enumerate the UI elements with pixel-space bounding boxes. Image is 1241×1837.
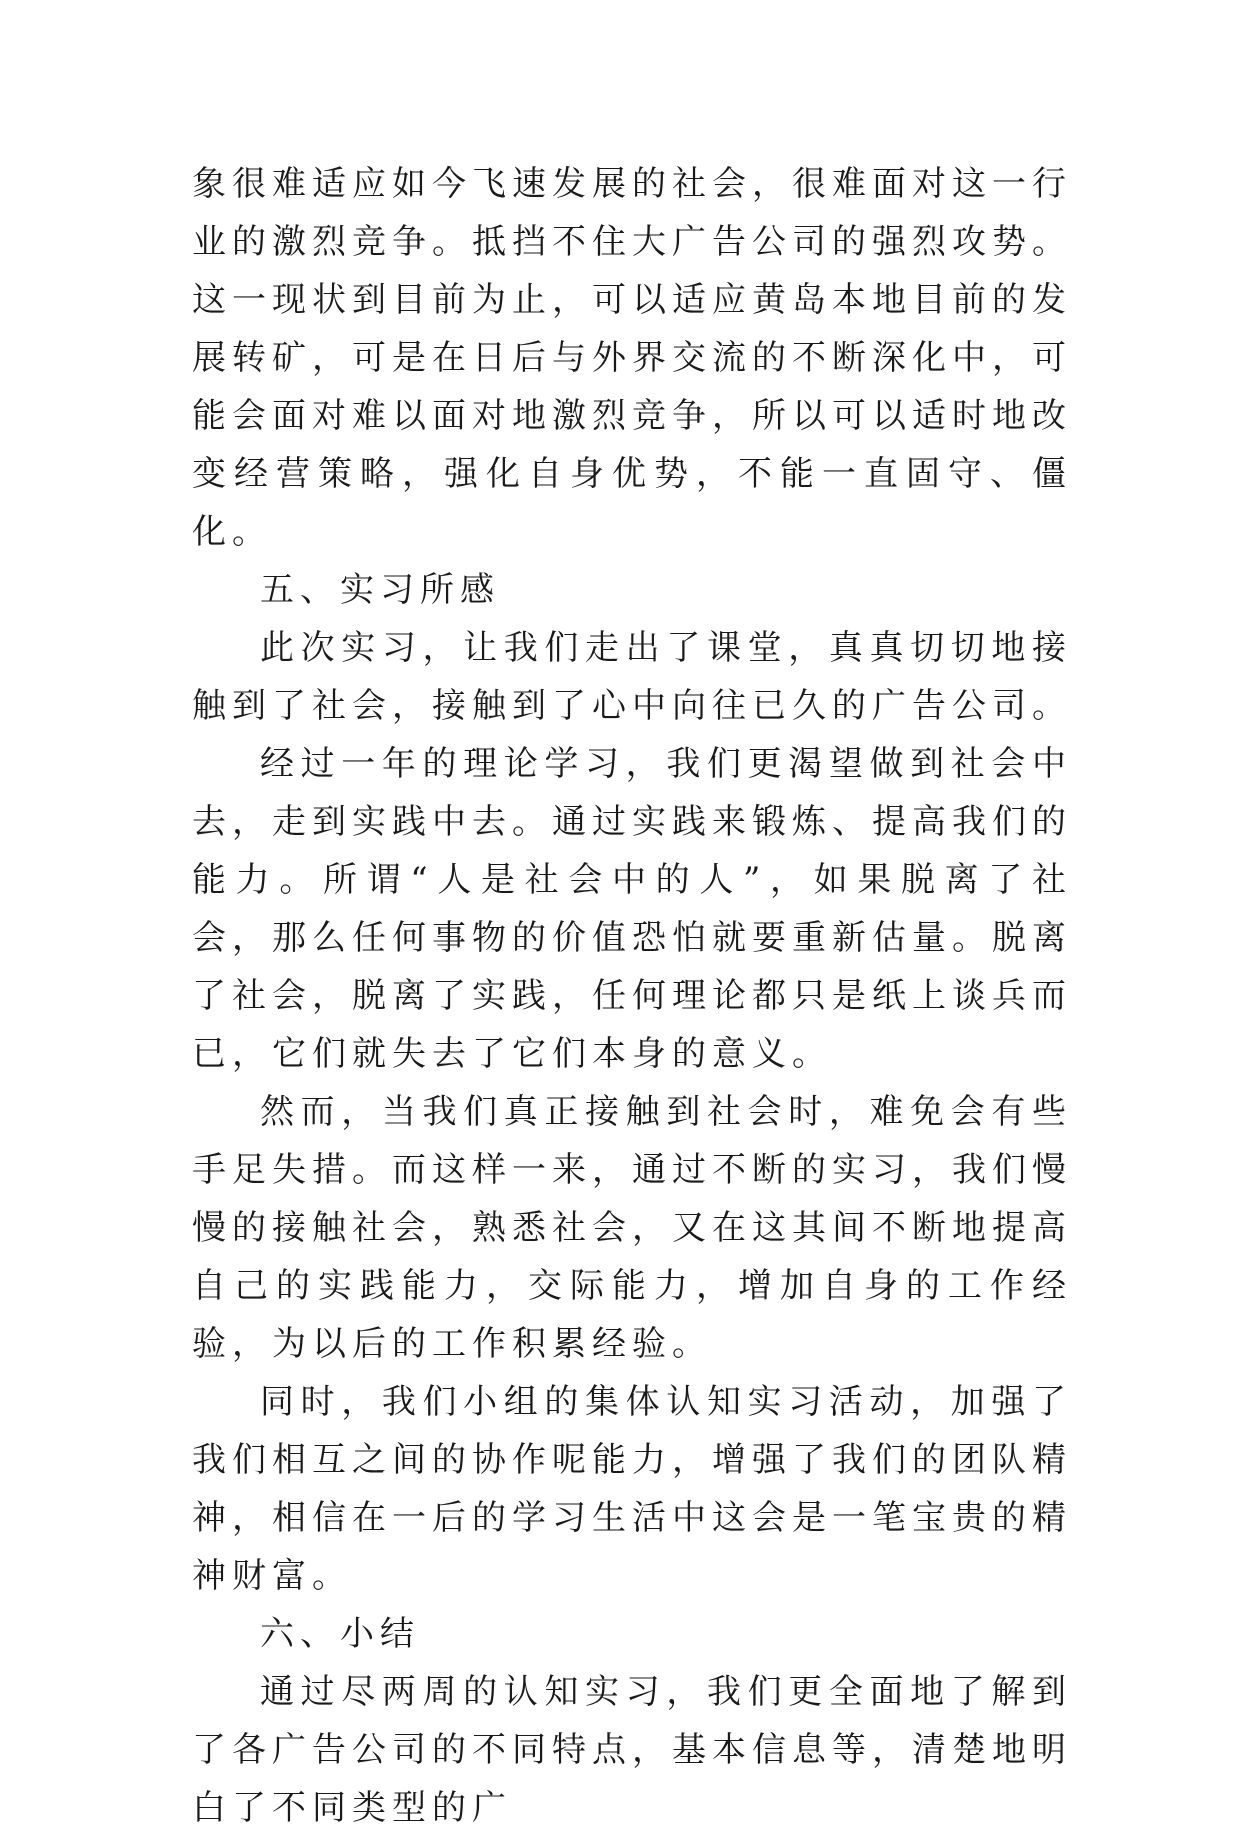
document-body xyxy=(192,155,1072,1837)
paragraph: 然而，当我们真正接触到社会时，难免会有些手足失措。而这样一来，通过不断的实习，我们慢慢的接触社会，熟悉社会，又在这其间不断地提高自己的实践能力，交际能力，增加自身的工作经验，为以后的工作积累经验。 xyxy=(192,1092,1072,1364)
paragraph: 此次实习，让我们走出了课堂，真真切切地接触到了社会，接触到了心中向往已久的广告公司。 xyxy=(192,628,1072,726)
section-heading-5: 五、实习所感 xyxy=(260,570,500,610)
section-heading-6: 六、小结 xyxy=(260,1614,420,1654)
paragraph: 经过一年的理论学习，我们更渴望做到社会中去，走到实践中去。通过实践来锻炼、提高我们的能力。所谓“人是社会中的人”，如果脱离了社会，那么任何事物的价值恐怕就要重新估量。脱离了社会，脱离了实践，任何理论都只是纸上谈兵而已，它们就失去了它们本身的意义。 xyxy=(192,744,1072,1074)
paragraph: 通过尽两周的认知实习，我们更全面地了解到了各广告公司的不同特点，基本信息等，清楚地明白了不同类型的广 xyxy=(192,1672,1072,1828)
paragraph-continuation: 象很难适应如今飞速发展的社会，很难面对这一行业的激烈竞争。抵挡不住大广告公司的强烈攻势。这一现状到目前为止，可以适应黄岛本地目前的发展转矿，可是在日后与外界交流的不断深化中，可能会面对难以面对地激烈竞争，所以可以适时地改变经营策略，强化自身优势，不能一直固守、僵化。 xyxy=(192,164,1072,552)
paragraph: 同时，我们小组的集体认知实习活动，加强了我们相互之间的协作呢能力，增强了我们的团队精神，相信在一后的学习生活中这会是一笔宝贵的精神财富。 xyxy=(192,1382,1072,1596)
